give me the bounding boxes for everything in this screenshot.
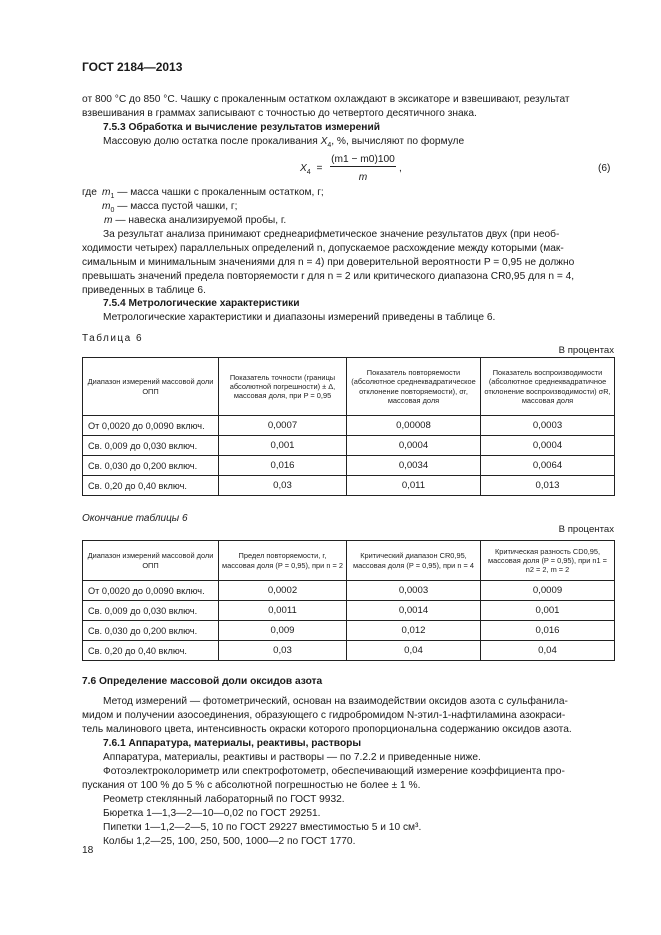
table-cell: 0,0064: [481, 456, 615, 476]
table-cell: 0,0011: [219, 601, 347, 621]
paragraph-line: За результат анализа принимают среднеарифметическое значение результатов двух (при необ-: [103, 229, 560, 240]
table-cell: Св. 0,030 до 0,200 включ.: [83, 621, 219, 641]
table-row: [83, 456, 615, 476]
table-cell: 0,0004: [481, 436, 615, 456]
table-cell: От 0,0020 до 0,0090 включ.: [83, 581, 219, 601]
table-row: [83, 581, 615, 601]
paragraph-line: Пипетки 1—1,2—2—5, 10 по ГОСТ 29227 вместимостью 5 и 10 см³.: [103, 822, 422, 833]
table-row: [83, 476, 615, 496]
table-cell: 0,016: [219, 456, 347, 476]
table-cell: 0,04: [347, 641, 481, 661]
table-cell: 0,016: [481, 621, 615, 641]
table-cell: 0,0034: [347, 456, 481, 476]
formula-number: (6): [598, 163, 611, 174]
where-item: $m_1$ — масса чашки с прокаленным остатком, г;: [102, 187, 324, 201]
table-cell: От 0,0020 до 0,0090 включ.: [83, 416, 219, 436]
paragraph-line: мидом и получении азосоединения, образующего с гидробромидом N-этил-1-нафтиламина азокраси-: [82, 710, 566, 721]
table-cell: 0,012: [347, 621, 481, 641]
paragraph-line: Колбы 1,2—25, 100, 250, 500, 1000—2 по ГОСТ 1770.: [103, 836, 356, 847]
table-cell: 0,001: [481, 601, 615, 621]
table-row: [83, 621, 615, 641]
header-cell: Критическая разность CD0,95, массовая доля (P = 0,95), при n1 = n2 = 2, m = 2: [481, 541, 615, 581]
paragraph-line: приведенных в таблице 6.: [82, 285, 206, 296]
table-cell: Св. 0,20 до 0,40 включ.: [83, 476, 219, 496]
section-heading-7-5-4: 7.5.4 Метрологические характеристики: [103, 298, 300, 309]
table-cell: Св. 0,009 до 0,030 включ.: [83, 436, 219, 456]
table-cell: 0,0002: [219, 581, 347, 601]
table-cell: Св. 0,20 до 0,40 включ.: [83, 641, 219, 661]
paragraph-line: тель малинового цвета, интенсивность окраски которого пропорциональна содержанию оксидов азота.: [82, 724, 572, 735]
paragraph-line: Метрологические характеристики и диапазоны измерений приведены в таблице 6.: [103, 312, 496, 323]
paragraph-line: превышать значений предела повторяемости r для n = 2 или критического диапазона CR0,95 для n = 4,: [82, 271, 575, 282]
table-header-row: [83, 358, 615, 416]
table-unit: В процентах: [558, 345, 614, 356]
formula-tail: ,: [399, 163, 402, 174]
paragraph-line: от 800 °С до 850 °С. Чашку с прокаленным остатком охлаждают в эксикаторе и взвешивают, результат: [82, 94, 570, 105]
header-cell: Показатель воспроизводимости (абсолютное среднеквадратичное отклонение воспроизводимости) σR, массовая доля: [481, 358, 615, 416]
table-cell: 0,009: [219, 621, 347, 641]
table-caption: Таблица 6: [82, 333, 144, 344]
header-cell: Критический диапазон CR0,95, массовая доля (P = 0,95), при n = 4: [347, 541, 481, 581]
table-unit: В процентах: [558, 524, 614, 535]
formula-denominator: m: [358, 172, 368, 183]
table-6-continuation: [82, 540, 615, 661]
formula-lhs: $X_4$ =: [300, 163, 323, 177]
paragraph-line: Бюретка 1—1,3—2—10—0,02 по ГОСТ 29251.: [103, 808, 321, 819]
paragraph-line: Метод измерений — фотометрический, основан на взаимодействии оксидов азота с сульфанила-: [103, 696, 568, 707]
paragraph-line: Аппаратура, материалы, реактивы и растворы — по 7.2.2 и приведенные ниже.: [103, 752, 481, 763]
table-cell: 0,0004: [347, 436, 481, 456]
table-cell: 0,011: [347, 476, 481, 496]
table-row: [83, 641, 615, 661]
header-cell: Показатель точности (границы абсолютной погрешности) ± Δ, массовая доля, при P = 0,95: [219, 358, 347, 416]
table-cell: 0,00008: [347, 416, 481, 436]
table-cell: 0,0007: [219, 416, 347, 436]
table-cell: 0,03: [219, 641, 347, 661]
table-caption: Окончание таблицы 6: [82, 513, 188, 524]
section-heading-7-6-1: 7.6.1 Аппаратура, материалы, реактивы, растворы: [103, 738, 362, 749]
formula-intro: Массовую долю остатка после прокаливания $X_4$, %, вычисляют по формуле: [103, 136, 465, 150]
header-cell: Показатель повторяемости (абсолютное среднеквадратическое отклонение повторяемости), σr, массовая доля: [347, 358, 481, 416]
page-number: 18: [82, 845, 94, 856]
table-row: [83, 416, 615, 436]
paragraph-line: пускания от 100 % до 5 % с абсолютной погрешностью не более ± 1 %.: [82, 780, 421, 791]
header-cell: Диапазон измерений массовой доли ОПП: [83, 358, 219, 416]
paragraph-line: Фотоэлектроколориметр или спектрофотометр, обеспечивающий измерение коэффициента про-: [103, 766, 565, 777]
table-cell: Св. 0,009 до 0,030 включ.: [83, 601, 219, 621]
formula-numerator: (m1 − m0)100: [331, 154, 395, 165]
table-cell: 0,0009: [481, 581, 615, 601]
table-row: [83, 436, 615, 456]
table-cell: Св. 0,030 до 0,200 включ.: [83, 456, 219, 476]
where-item: m — навеска анализируемой пробы, г.: [104, 215, 287, 226]
header-cell: Предел повторяемости, r, массовая доля (P = 0,95), при n = 2: [219, 541, 347, 581]
section-heading-7-5-3: 7.5.3 Обработка и вычисление результатов измерений: [103, 122, 380, 133]
table-cell: 0,04: [481, 641, 615, 661]
paragraph-line: Реометр стеклянный лабораторный по ГОСТ 9932.: [103, 794, 345, 805]
table-row: [83, 601, 615, 621]
where-item: $m_0$ — масса пустой чашки, г;: [102, 201, 238, 215]
paragraph-line: ходимости четырех) параллельных определений n, допускаемое расхождение между которыми (мак-: [82, 243, 564, 254]
paragraph-line: взвешивания в граммах записывают с точностью до четвертого десятичного знака.: [82, 108, 477, 119]
document-header: ГОСТ 2184—2013: [82, 60, 183, 74]
where-lead: где: [82, 187, 97, 198]
section-heading-7-6: 7.6 Определение массовой доли оксидов азота: [82, 676, 323, 687]
table-cell: 0,0014: [347, 601, 481, 621]
table-6: [82, 357, 615, 496]
table-header-row: [83, 541, 615, 581]
table-cell: 0,0003: [347, 581, 481, 601]
table-cell: 0,03: [219, 476, 347, 496]
table-cell: 0,0003: [481, 416, 615, 436]
paragraph-line: симальным и минимальным значениями для n = 4) при доверительной вероятности P = 0,95 не должно: [82, 257, 575, 268]
table-cell: 0,013: [481, 476, 615, 496]
table-cell: 0,001: [219, 436, 347, 456]
header-cell: Диапазон измерений массовой доли ОПП: [83, 541, 219, 581]
